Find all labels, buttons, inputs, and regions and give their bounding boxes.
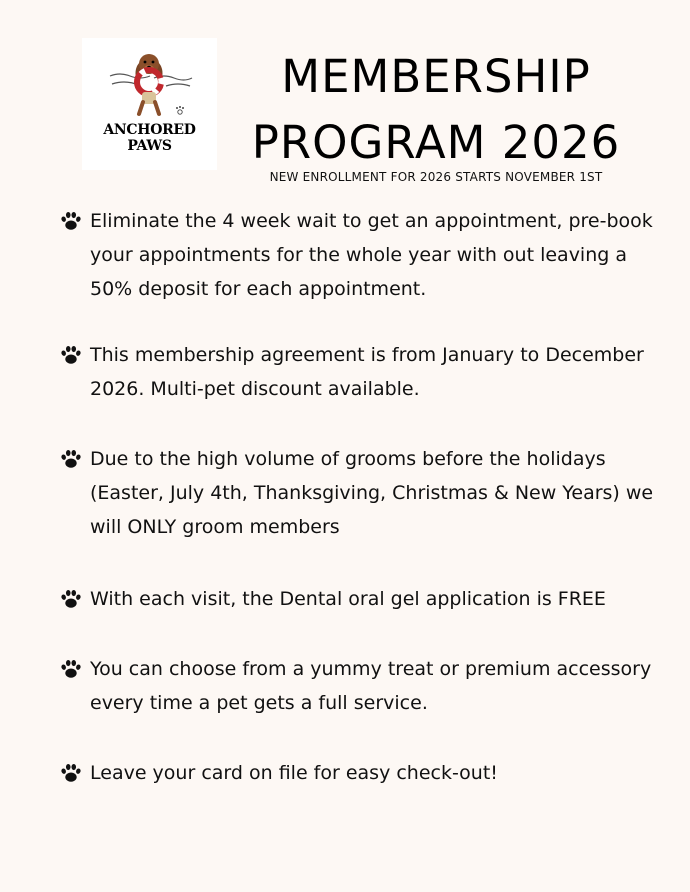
logo <box>82 38 217 170</box>
paw-print-icon <box>60 344 82 366</box>
list-item-text: You can choose from a yummy treat or premium accessory every time a pet gets a full service. <box>90 658 652 714</box>
list-item-text: Due to the high volume of grooms before the holidays (Easter, July 4th, Thanksgiving, Christmas & New Years) we will ONLY groom members <box>90 448 654 538</box>
title-line-1: MEMBERSHIP <box>281 50 591 103</box>
paw-print-icon <box>60 210 82 232</box>
list-item <box>60 582 660 616</box>
list-item <box>60 756 660 790</box>
paw-print-icon <box>60 448 82 470</box>
page-subtitle: NEW ENROLLMENT FOR 2026 STARTS NOVEMBER 1ST <box>269 170 603 184</box>
paw-print-icon <box>60 658 82 680</box>
list-item <box>60 442 660 544</box>
list-item-text: With each visit, the Dental oral gel application is FREE <box>90 588 606 610</box>
list-item <box>60 204 660 306</box>
list-item-text: Leave your card on file for easy check-out! <box>90 762 498 784</box>
list-item <box>60 652 660 720</box>
list-item-text: Eliminate the 4 week wait to get an appointment, pre-book your appointments for the whole year with out leaving a 50% deposit for each appointment. <box>90 210 653 300</box>
list-item <box>60 338 660 406</box>
title-line-2: PROGRAM 2026 <box>251 116 621 169</box>
list-item-text: This membership agreement is from January to December 2026. Multi-pet discount available. <box>90 344 644 400</box>
paw-print-icon <box>60 588 82 610</box>
page-title <box>240 44 632 176</box>
paw-print-icon <box>60 762 82 784</box>
logo-text: ANCHORED PAWS <box>103 122 196 154</box>
